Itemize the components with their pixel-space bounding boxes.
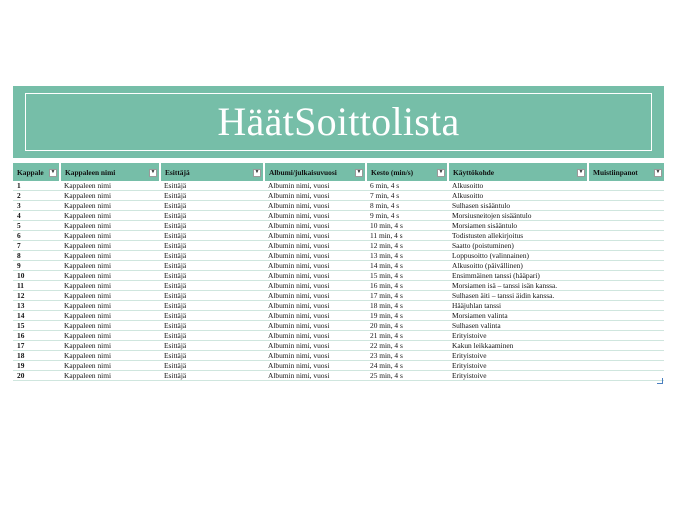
- dropdown-arrow-icon[interactable]: ▼: [50, 170, 56, 175]
- cell-kappaleen-nimi[interactable]: Kappaleen nimi: [60, 331, 160, 341]
- table-header: [13, 163, 664, 181]
- cell-kappaleen-nimi[interactable]: Kappaleen nimi: [60, 311, 160, 321]
- cell-kesto[interactable]: 21 min, 4 s: [366, 331, 448, 341]
- cell-esittaja[interactable]: Esittäjä: [160, 281, 264, 291]
- cell-kesto[interactable]: 25 min, 4 s: [366, 371, 448, 381]
- cell-esittaja[interactable]: Esittäjä: [160, 251, 264, 261]
- cell-albumi[interactable]: Albumin nimi, vuosi: [264, 321, 366, 331]
- cell-muistiinpanot[interactable]: [588, 271, 664, 281]
- cell-kappaleen-nimi[interactable]: Kappaleen nimi: [60, 251, 160, 261]
- cell-kayttokohde[interactable]: Sulhasen valinta: [448, 321, 588, 331]
- cell-muistiinpanot[interactable]: [588, 301, 664, 311]
- title-banner: [13, 86, 664, 158]
- cell-muistiinpanot[interactable]: [588, 351, 664, 361]
- column-header-label: Kesto (min/s): [371, 167, 414, 177]
- table-row: [13, 351, 664, 361]
- page-title: HäätSoittolista: [217, 98, 460, 144]
- cell-kappale[interactable]: 17: [13, 341, 60, 351]
- cell-kesto[interactable]: 18 min, 4 s: [366, 301, 448, 311]
- cell-muistiinpanot[interactable]: [588, 231, 664, 241]
- cell-kappaleen-nimi[interactable]: Kappaleen nimi: [60, 231, 160, 241]
- cell-esittaja[interactable]: Esittäjä: [160, 261, 264, 271]
- cell-kesto[interactable]: 7 min, 4 s: [366, 191, 448, 201]
- cell-muistiinpanot[interactable]: [588, 211, 664, 221]
- cell-kesto[interactable]: 14 min, 4 s: [366, 261, 448, 271]
- cell-kayttokohde[interactable]: Erityistoive: [448, 371, 588, 381]
- cell-kesto[interactable]: 19 min, 4 s: [366, 311, 448, 321]
- cell-muistiinpanot[interactable]: [588, 181, 664, 191]
- column-header-label: Esittäjä: [165, 167, 190, 177]
- cell-albumi[interactable]: Albumin nimi, vuosi: [264, 361, 366, 371]
- cell-muistiinpanot[interactable]: [588, 251, 664, 261]
- column-header-albumi[interactable]: [264, 163, 366, 181]
- cell-kesto[interactable]: 24 min, 4 s: [366, 361, 448, 371]
- table-row: [13, 341, 664, 351]
- cell-kappale[interactable]: 5: [13, 221, 60, 231]
- table-row: [13, 271, 664, 281]
- cell-kayttokohde[interactable]: Kakun leikkaaminen: [448, 341, 588, 351]
- cell-kappale[interactable]: 3: [13, 201, 60, 211]
- table-row: [13, 211, 664, 221]
- dropdown-arrow-icon[interactable]: ▼: [438, 170, 444, 175]
- cell-muistiinpanot[interactable]: [588, 321, 664, 331]
- table-row: [13, 231, 664, 241]
- table-row: [13, 281, 664, 291]
- table-row: [13, 261, 664, 271]
- cell-kayttokohde[interactable]: Erityistoive: [448, 351, 588, 361]
- cell-kappaleen-nimi[interactable]: Kappaleen nimi: [60, 351, 160, 361]
- cell-esittaja[interactable]: Esittäjä: [160, 321, 264, 331]
- cell-albumi[interactable]: Albumin nimi, vuosi: [264, 261, 366, 271]
- cell-muistiinpanot[interactable]: [588, 371, 664, 381]
- cell-kappaleen-nimi[interactable]: Kappaleen nimi: [60, 271, 160, 281]
- cell-kappale[interactable]: 19: [13, 361, 60, 371]
- cell-kappale[interactable]: 11: [13, 281, 60, 291]
- cell-kappaleen-nimi[interactable]: Kappaleen nimi: [60, 371, 160, 381]
- cell-muistiinpanot[interactable]: [588, 281, 664, 291]
- dropdown-arrow-icon[interactable]: ▼: [356, 170, 362, 175]
- table-row: [13, 241, 664, 251]
- cell-albumi[interactable]: Albumin nimi, vuosi: [264, 281, 366, 291]
- cell-esittaja[interactable]: Esittäjä: [160, 181, 264, 191]
- cell-kesto[interactable]: 17 min, 4 s: [366, 291, 448, 301]
- cell-albumi[interactable]: Albumin nimi, vuosi: [264, 301, 366, 311]
- column-header-muistiinpanot[interactable]: [588, 163, 664, 181]
- cell-albumi[interactable]: Albumin nimi, vuosi: [264, 271, 366, 281]
- table-row: [13, 221, 664, 231]
- column-header-label: Käyttökohde: [453, 167, 495, 177]
- cell-kayttokohde[interactable]: Erityistoive: [448, 331, 588, 341]
- cell-kappaleen-nimi[interactable]: Kappaleen nimi: [60, 361, 160, 371]
- cell-kayttokohde[interactable]: Morsiamen isä – tanssi isän kanssa.: [448, 281, 588, 291]
- cell-kayttokohde[interactable]: Alkusoitto: [448, 191, 588, 201]
- column-header-kesto[interactable]: [366, 163, 448, 181]
- table-row: [13, 301, 664, 311]
- dropdown-arrow-icon[interactable]: ▼: [578, 170, 584, 175]
- cell-kesto[interactable]: 13 min, 4 s: [366, 251, 448, 261]
- cell-kayttokohde[interactable]: Loppusoitto (valinnainen): [448, 251, 588, 261]
- cell-muistiinpanot[interactable]: [588, 311, 664, 321]
- table-row: [13, 251, 664, 261]
- cell-kappale[interactable]: 6: [13, 231, 60, 241]
- cell-kappale[interactable]: 2: [13, 191, 60, 201]
- cell-kappaleen-nimi[interactable]: Kappaleen nimi: [60, 181, 160, 191]
- cell-kappale[interactable]: 20: [13, 371, 60, 381]
- cell-kayttokohde[interactable]: Morsiusneitojen sisääntulo: [448, 211, 588, 221]
- table-row: [13, 311, 664, 321]
- cell-esittaja[interactable]: Esittäjä: [160, 241, 264, 251]
- cell-kappaleen-nimi[interactable]: Kappaleen nimi: [60, 341, 160, 351]
- cell-kappale[interactable]: 13: [13, 301, 60, 311]
- cell-kappaleen-nimi[interactable]: Kappaleen nimi: [60, 191, 160, 201]
- cell-kesto[interactable]: 10 min, 4 s: [366, 221, 448, 231]
- cell-kesto[interactable]: 6 min, 4 s: [366, 181, 448, 191]
- cell-kappale[interactable]: 18: [13, 351, 60, 361]
- cell-esittaja[interactable]: Esittäjä: [160, 361, 264, 371]
- cell-kappale[interactable]: 4: [13, 211, 60, 221]
- cell-kayttokohde[interactable]: Morsiamen sisääntulo: [448, 221, 588, 231]
- dropdown-arrow-icon[interactable]: ▼: [254, 170, 260, 175]
- cell-kappaleen-nimi[interactable]: Kappaleen nimi: [60, 291, 160, 301]
- cell-albumi[interactable]: Albumin nimi, vuosi: [264, 201, 366, 211]
- table-row: [13, 321, 664, 331]
- column-header-label: Kappaleen nimi: [65, 167, 116, 177]
- cell-albumi[interactable]: Albumin nimi, vuosi: [264, 331, 366, 341]
- cell-albumi[interactable]: Albumin nimi, vuosi: [264, 351, 366, 361]
- cell-kappaleen-nimi[interactable]: Kappaleen nimi: [60, 241, 160, 251]
- cell-esittaja[interactable]: Esittäjä: [160, 341, 264, 351]
- cell-kesto[interactable]: 23 min, 4 s: [366, 351, 448, 361]
- cell-muistiinpanot[interactable]: [588, 291, 664, 301]
- cell-kappaleen-nimi[interactable]: Kappaleen nimi: [60, 201, 160, 211]
- cell-albumi[interactable]: Albumin nimi, vuosi: [264, 341, 366, 351]
- cell-kappale[interactable]: 1: [13, 181, 60, 191]
- cell-kappaleen-nimi[interactable]: Kappaleen nimi: [60, 301, 160, 311]
- cell-kesto[interactable]: 11 min, 4 s: [366, 231, 448, 241]
- cell-kappale[interactable]: 16: [13, 331, 60, 341]
- cell-albumi[interactable]: Albumin nimi, vuosi: [264, 291, 366, 301]
- header-row: [13, 163, 664, 181]
- table-row: [13, 291, 664, 301]
- cell-esittaja[interactable]: Esittäjä: [160, 291, 264, 301]
- column-header-kayttokohde[interactable]: [448, 163, 588, 181]
- cell-kayttokohde[interactable]: Hääjuhlan tanssi: [448, 301, 588, 311]
- cell-kesto[interactable]: 22 min, 4 s: [366, 341, 448, 351]
- table-row: [13, 191, 664, 201]
- cell-esittaja[interactable]: Esittäjä: [160, 221, 264, 231]
- cell-kappaleen-nimi[interactable]: Kappaleen nimi: [60, 321, 160, 331]
- cell-kayttokohde[interactable]: Alkusoitto: [448, 181, 588, 191]
- cell-kayttokohde[interactable]: Erityistoive: [448, 361, 588, 371]
- cell-kappale[interactable]: 12: [13, 291, 60, 301]
- cell-albumi[interactable]: Albumin nimi, vuosi: [264, 191, 366, 201]
- cell-esittaja[interactable]: Esittäjä: [160, 201, 264, 211]
- cell-muistiinpanot[interactable]: [588, 361, 664, 371]
- cell-albumi[interactable]: Albumin nimi, vuosi: [264, 211, 366, 221]
- cell-kesto[interactable]: 20 min, 4 s: [366, 321, 448, 331]
- cell-kappale[interactable]: 15: [13, 321, 60, 331]
- cell-albumi[interactable]: Albumin nimi, vuosi: [264, 221, 366, 231]
- cell-muistiinpanot[interactable]: [588, 331, 664, 341]
- column-header-esittaja[interactable]: [160, 163, 264, 181]
- cell-kayttokohde[interactable]: Ensimmäinen tanssi (hääpari): [448, 271, 588, 281]
- cell-muistiinpanot[interactable]: [588, 191, 664, 201]
- column-header-kappaleen-nimi[interactable]: [60, 163, 160, 181]
- cell-albumi[interactable]: Albumin nimi, vuosi: [264, 371, 366, 381]
- table-row: [13, 201, 664, 211]
- cell-albumi[interactable]: Albumin nimi, vuosi: [264, 241, 366, 251]
- cell-esittaja[interactable]: Esittäjä: [160, 371, 264, 381]
- cell-esittaja[interactable]: Esittäjä: [160, 351, 264, 361]
- cell-kappale[interactable]: 7: [13, 241, 60, 251]
- cell-kappaleen-nimi[interactable]: Kappaleen nimi: [60, 261, 160, 271]
- column-header-kappale[interactable]: [13, 163, 60, 181]
- column-header-label: Muistiinpanot: [593, 167, 638, 177]
- cell-albumi[interactable]: Albumin nimi, vuosi: [264, 311, 366, 321]
- cell-albumi[interactable]: Albumin nimi, vuosi: [264, 181, 366, 191]
- cell-muistiinpanot[interactable]: [588, 261, 664, 271]
- table-row: [13, 181, 664, 191]
- cell-kayttokohde[interactable]: Alkusoitto (päivällinen): [448, 261, 588, 271]
- cell-kesto[interactable]: 12 min, 4 s: [366, 241, 448, 251]
- cell-esittaja[interactable]: Esittäjä: [160, 191, 264, 201]
- cell-kayttokohde[interactable]: Sulhasen äiti – tanssi äidin kanssa.: [448, 291, 588, 301]
- table-resize-handle-icon[interactable]: [657, 378, 663, 384]
- cell-kappale[interactable]: 14: [13, 311, 60, 321]
- table-row: [13, 371, 664, 381]
- cell-esittaja[interactable]: Esittäjä: [160, 331, 264, 341]
- cell-esittaja[interactable]: Esittäjä: [160, 271, 264, 281]
- title-frame: [25, 93, 652, 151]
- cell-muistiinpanot[interactable]: [588, 201, 664, 211]
- cell-kappaleen-nimi[interactable]: Kappaleen nimi: [60, 221, 160, 231]
- cell-muistiinpanot[interactable]: [588, 341, 664, 351]
- cell-esittaja[interactable]: Esittäjä: [160, 311, 264, 321]
- cell-kayttokohde[interactable]: Todistusten allekirjoitus: [448, 231, 588, 241]
- cell-kayttokohde[interactable]: Saatto (poistuminen): [448, 241, 588, 251]
- cell-muistiinpanot[interactable]: [588, 241, 664, 251]
- cell-esittaja[interactable]: Esittäjä: [160, 211, 264, 221]
- table-row: [13, 361, 664, 371]
- cell-kappale[interactable]: 9: [13, 261, 60, 271]
- table-body: [13, 181, 664, 381]
- cell-muistiinpanot[interactable]: [588, 221, 664, 231]
- cell-kappaleen-nimi[interactable]: Kappaleen nimi: [60, 281, 160, 291]
- dropdown-arrow-icon[interactable]: ▼: [150, 170, 156, 175]
- cell-kayttokohde[interactable]: Sulhasen sisääntulo: [448, 201, 588, 211]
- cell-esittaja[interactable]: Esittäjä: [160, 231, 264, 241]
- cell-kappale[interactable]: 8: [13, 251, 60, 261]
- cell-kesto[interactable]: 9 min, 4 s: [366, 211, 448, 221]
- table-row: [13, 331, 664, 341]
- cell-albumi[interactable]: Albumin nimi, vuosi: [264, 231, 366, 241]
- cell-kappale[interactable]: 10: [13, 271, 60, 281]
- cell-albumi[interactable]: Albumin nimi, vuosi: [264, 251, 366, 261]
- cell-kesto[interactable]: 8 min, 4 s: [366, 201, 448, 211]
- cell-kappaleen-nimi[interactable]: Kappaleen nimi: [60, 211, 160, 221]
- cell-kesto[interactable]: 15 min, 4 s: [366, 271, 448, 281]
- column-header-label: Albumi/julkaisuvuosi: [269, 167, 337, 177]
- cell-kayttokohde[interactable]: Morsiamen valinta: [448, 311, 588, 321]
- dropdown-arrow-icon[interactable]: ▼: [655, 170, 661, 175]
- cell-kesto[interactable]: 16 min, 4 s: [366, 281, 448, 291]
- playlist-table: [13, 163, 664, 381]
- column-header-label: Kappale: [17, 167, 44, 177]
- cell-esittaja[interactable]: Esittäjä: [160, 301, 264, 311]
